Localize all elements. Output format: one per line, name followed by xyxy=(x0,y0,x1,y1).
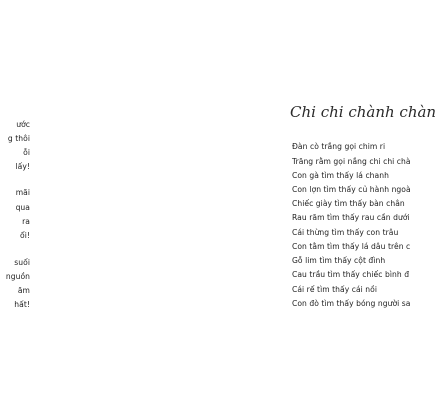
left-poem-line: ra xyxy=(22,217,30,226)
left-page xyxy=(0,0,200,400)
left-poem-line: ỗi xyxy=(23,148,30,157)
poem-line: Con lợn tìm thấy củ hành ngoà xyxy=(292,185,411,194)
left-poem-line: mãi xyxy=(15,188,30,197)
left-poem-line: nguồn xyxy=(5,272,30,281)
left-poem-line: qua xyxy=(15,203,30,212)
poem-line: Con tằm tìm thấy lá dâu trên c xyxy=(292,242,411,251)
left-poem-line: suối xyxy=(14,258,30,267)
left-poem-line: ổi! xyxy=(20,231,30,240)
poem-line: Chiếc giày tìm thấy bàn chân xyxy=(292,199,405,208)
poem-line: Cái thừng tìm thấy con trâu xyxy=(292,228,399,237)
left-poem-line: g thôi xyxy=(7,134,30,143)
poem-line: Gỗ lim tìm thấy cột đình xyxy=(292,256,386,265)
poem-line: Con gà tìm thấy lá chanh xyxy=(292,171,389,180)
left-poem-line: hất! xyxy=(14,300,30,309)
poem-line: Đàn cò trắng gọi chim ri xyxy=(292,142,386,151)
poem-title: Chi chi chành chàn xyxy=(290,103,436,121)
poem-line: Trăng rằm gọi nắng chi chi chà xyxy=(292,157,411,166)
right-page xyxy=(200,0,436,400)
left-poem-line: ước xyxy=(16,120,30,129)
left-poem-line: ăm xyxy=(17,286,30,295)
poem-line: Cái rế tìm thấy cái nồi xyxy=(292,285,378,294)
left-poem-line: lấy! xyxy=(15,162,30,171)
poem-line: Rau răm tìm thấy rau cần dưới xyxy=(292,213,410,222)
poem-line: Cau trầu tìm thấy chiếc bình đ xyxy=(292,270,410,279)
poem-line: Con đò tìm thấy bóng người sa xyxy=(292,299,411,308)
